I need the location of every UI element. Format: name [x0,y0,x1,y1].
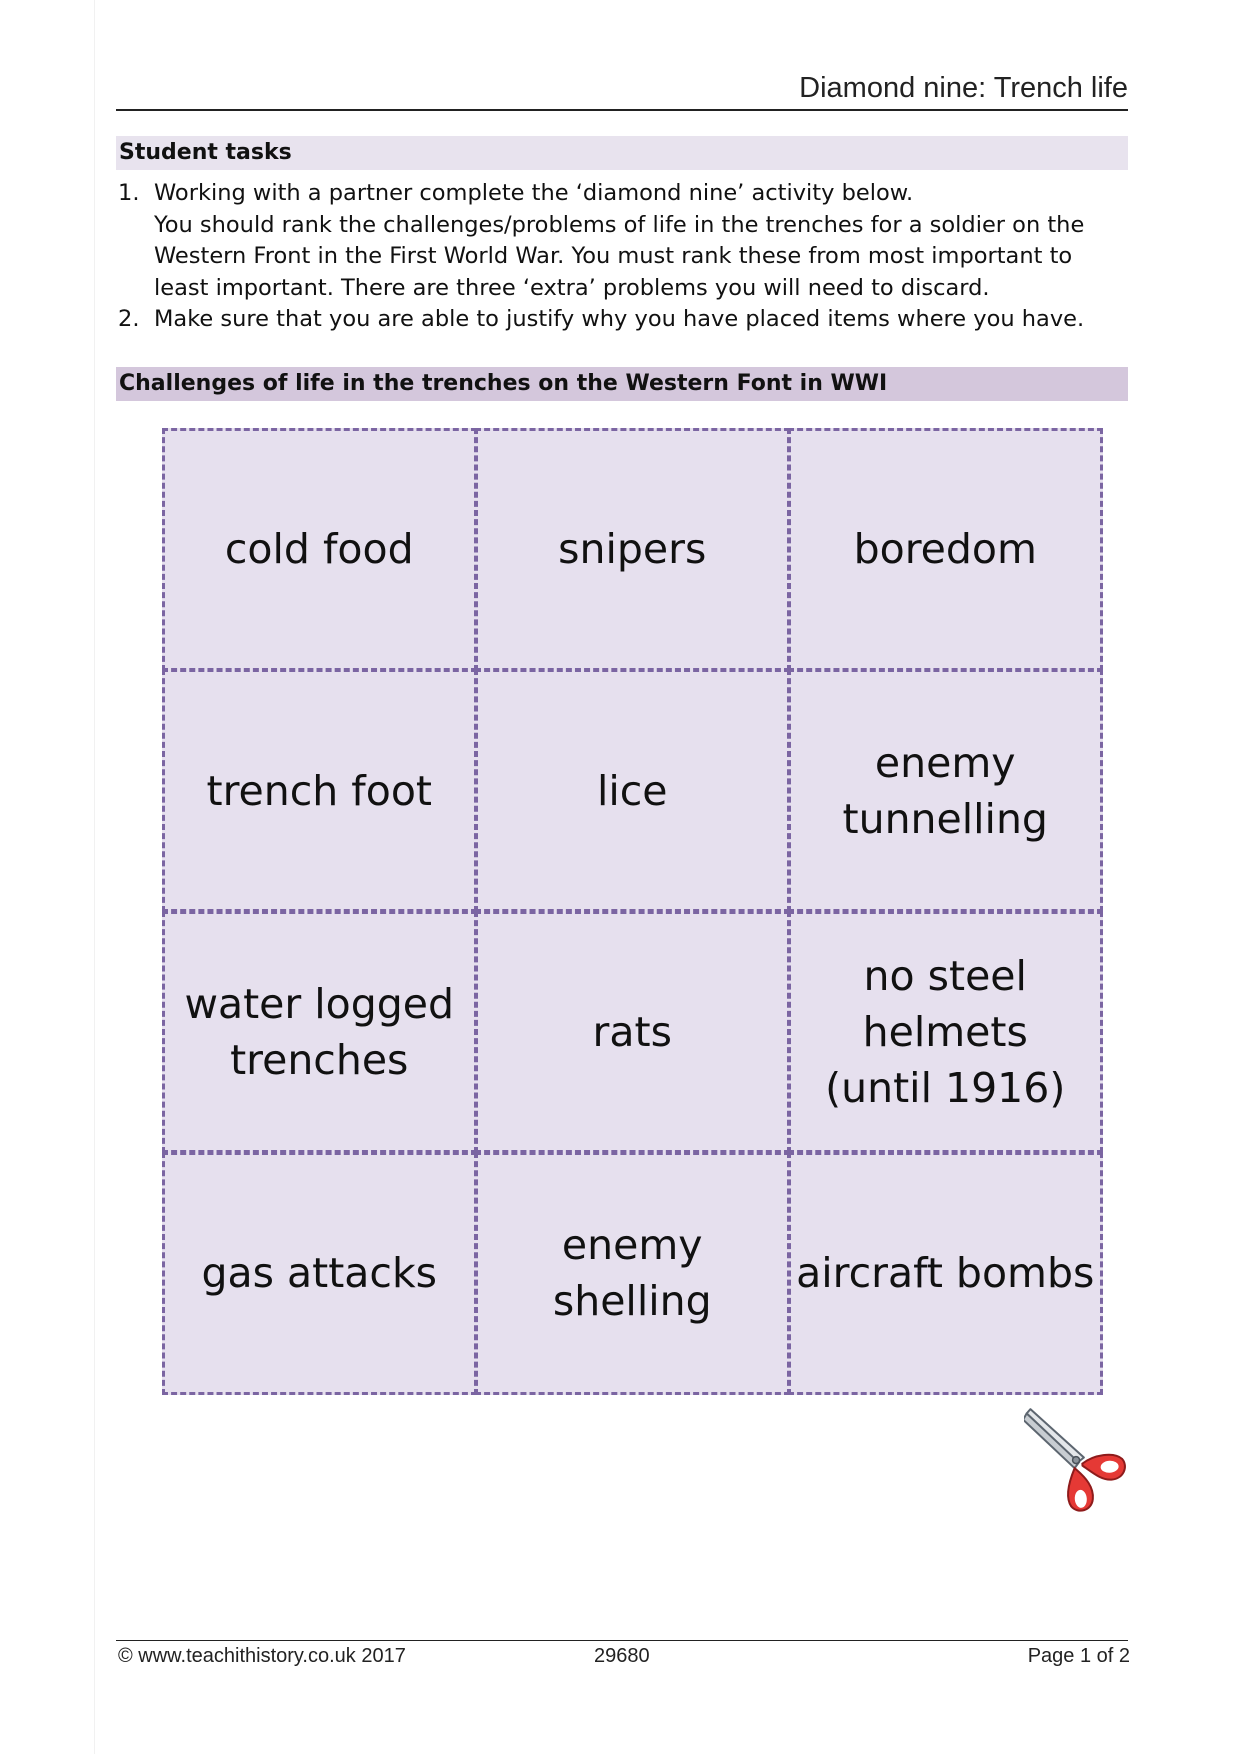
challenges-heading: Challenges of life in the trenches on the Western Font in WWI [116,367,1128,401]
student-tasks-heading: Student tasks [116,136,1128,170]
challenge-card[interactable] [475,669,790,912]
card-text: rats [592,1007,672,1056]
challenge-card[interactable] [162,911,477,1154]
challenge-card[interactable] [162,1152,477,1395]
challenge-card[interactable] [475,428,790,671]
challenge-card[interactable] [162,428,477,671]
header-rule [116,109,1128,111]
card-text: cold food [224,525,414,574]
task-line: least important. There are three ‘extra’ problems you will need to discard. [154,274,990,301]
challenge-card[interactable] [475,1152,790,1395]
task-list [116,178,1126,336]
challenge-card[interactable] [788,669,1103,912]
challenge-card[interactable] [475,911,790,1154]
diamond-nine-card-grid [162,428,1101,1393]
card-text: no steel [863,951,1027,1000]
document-title: Diamond nine: Trench life [799,72,1128,104]
challenge-card[interactable] [788,1152,1103,1395]
task-number: 2. [118,306,140,332]
footer-page-number: Page 1 of 2 [1027,1645,1130,1667]
task-number: 1. [118,180,140,206]
footer-copyright: © www.teachithistory.co.uk 2017 [118,1645,406,1667]
task-line: Western Front in the First World War. You must rank these from most important to [154,243,1073,269]
task-line: You should rank the challenges/problems of life in the trenches for a soldier on the [154,211,1085,238]
card-text: tunnelling [842,794,1048,843]
card-text: gas attacks [201,1249,438,1298]
task-line: Make sure that you are able to justify why you have placed items where you have. [154,306,1085,332]
card-text: trench foot [206,766,432,815]
challenge-card[interactable] [788,911,1103,1154]
card-text: helmets [862,1007,1028,1056]
card-text: aircraft bombs [796,1249,1095,1298]
card-text: water logged [184,979,455,1028]
challenge-card[interactable] [162,669,477,912]
task-item [116,304,1126,336]
task-item [116,178,1126,304]
task-line: Working with a partner complete the ‘diamond nine’ activity below. [154,180,914,206]
card-text: boredom [853,525,1037,574]
footer-document-id: 29680 [594,1645,650,1667]
card-text: trenches [230,1035,409,1084]
card-text: (until 1916) [825,1063,1066,1112]
card-text: lice [596,766,668,815]
challenge-card[interactable] [788,428,1103,671]
card-text: enemy [874,738,1016,787]
page-edge [94,0,95,1754]
card-text: snipers [558,525,707,574]
card-text: enemy shelling [552,1221,712,1326]
scissors-icon [1024,1404,1130,1514]
footer-rule [116,1640,1128,1641]
